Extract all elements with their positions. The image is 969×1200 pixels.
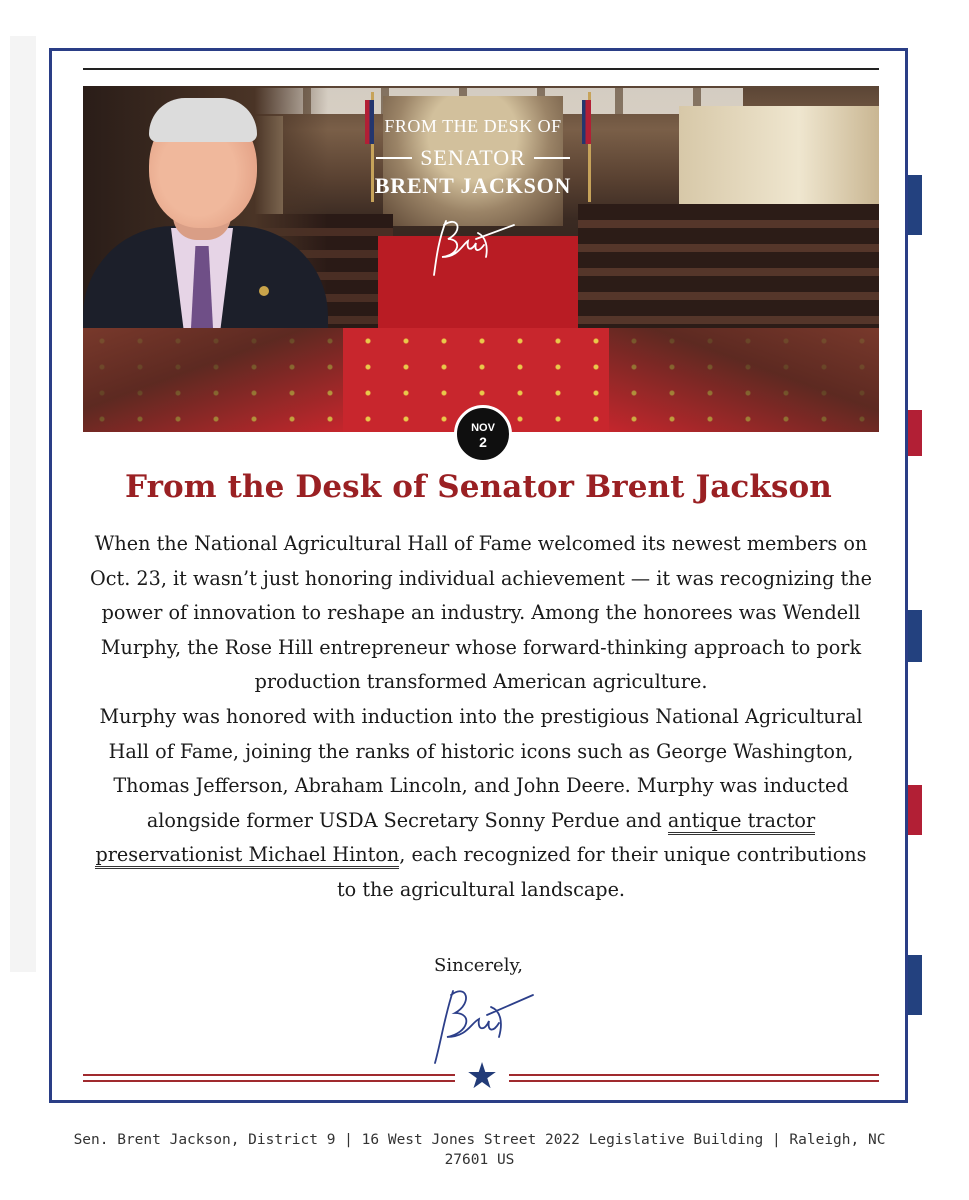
banner-line3: BRENT JACKSON <box>374 173 572 198</box>
banner-heading <box>353 116 593 199</box>
divider-line <box>509 1074 879 1082</box>
flag-stripe-decoration <box>906 955 922 1015</box>
newsletter-card <box>49 48 908 1103</box>
paragraph-2-text: Murphy was honored with induction into the prestigious National Agricultural Hall of Fame, joining the ranks of historic icons such as George Washington, Thomas Jefferson, Abraham Lincoln, and John Deere. Murphy was inducted alongside former USDA Secretary Sonny Perdue and <box>99 704 863 832</box>
closing-sincerely: Sincerely, <box>434 955 523 976</box>
footer-address: Sen. Brent Jackson, District 9 | 16 West Jones Street 2022 Legislative Building | Raleigh, NC 27601 US <box>73 1132 886 1168</box>
article-body <box>86 527 876 949</box>
signature-image <box>428 211 518 281</box>
date-badge <box>454 405 512 463</box>
hero-banner <box>83 86 879 436</box>
date-day: 2 <box>479 434 487 450</box>
paragraph-1: When the National Agricultural Hall of Fame welcomed its newest members on Oct. 23, it wasn’t just honoring individual achievement — it was recognizing the power of innovation to reshape an industry. Among the honorees was Wendell Murphy, the Rose Hill entrepreneur whose forward-thinking approach to pork production transformed American agriculture. <box>90 532 872 694</box>
flag-stripe-decoration <box>906 175 922 235</box>
michael-hinton-link[interactable]: antique tractor preservationist Michael Hinton <box>95 809 815 870</box>
divider-line <box>83 1074 455 1082</box>
paragraph-2 <box>86 700 876 908</box>
article-title: From the Desk of Senator Brent Jackson <box>125 469 832 505</box>
banner-line2-text: SENATOR <box>420 145 526 170</box>
senator-portrait <box>83 86 328 328</box>
paragraph-2-text-end: , each recognized for their unique contributions to the agricultural landscape. <box>336 843 867 901</box>
date-month: NOV <box>471 422 495 434</box>
banner-line1: FROM THE DESK OF <box>384 116 562 136</box>
top-rule <box>83 68 879 70</box>
star-icon: ★ <box>465 1056 499 1097</box>
flag-stripe-decoration <box>906 785 922 835</box>
background-strip <box>10 36 36 972</box>
banner-line2 <box>353 145 593 171</box>
flag-stripe-decoration <box>906 410 922 456</box>
flag-stripe-decoration <box>906 610 922 662</box>
